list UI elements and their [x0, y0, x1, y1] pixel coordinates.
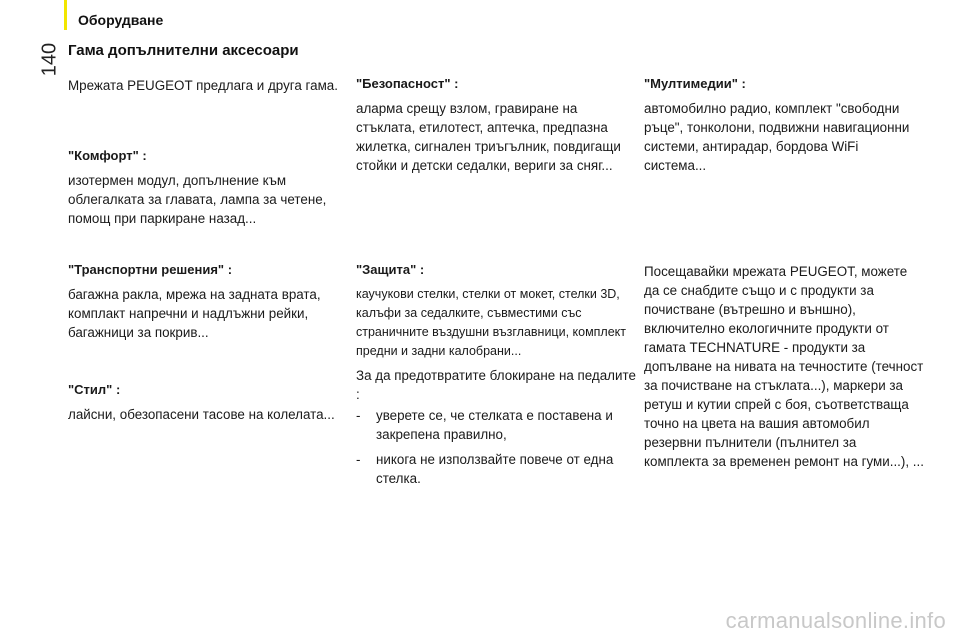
list-item: - никога не използвайте повече от една стелка. — [356, 450, 636, 488]
intro-block — [68, 76, 348, 95]
comfort-text: изотермен модул, допълнение към облегалката за главата, лампа за четене, помощ при паркиране назад... — [68, 173, 327, 226]
pedals-list — [356, 406, 636, 488]
pedals-section — [356, 366, 636, 494]
chapter-accent-bar — [64, 0, 67, 30]
transport-section — [68, 262, 348, 342]
visit-text: Посещавайки мрежата PEUGEOT, можете да се снабдите също и с продукти за почистване (вътрешно и външно), включително екологичните продукти от гамата TECHNATURE - продукти за допълване на нивата на течностите (течност за почистване на стъклата...), маркери за ретуш и кутии спрей с боя, съответстваща точно на цвета на вашия автомобил резервни пълнители (пълнител за комплекта за временен ремонт на гуми...), ... — [644, 264, 924, 469]
pedals-text: За да предотвратите блокиране на педалите : — [356, 368, 636, 402]
protection-text: каучукови стелки, стелки от мокет, стелки 3D, калъфи за седалките, съвместими със страничните въздушни възглавници, комплект предни и задни калобрани... — [356, 287, 627, 358]
comfort-section — [68, 148, 348, 228]
transport-text: багажна ракла, мрежа на задната врата, комплакт напречни и надлъжни рейки, багажници за покрив... — [68, 287, 321, 340]
style-heading: "Стил" : — [68, 382, 121, 397]
chapter-title: Оборудване — [78, 12, 164, 28]
security-section — [356, 76, 636, 175]
watermark: carmanualsonline.info — [725, 608, 946, 633]
protection-heading: "Защита" : — [356, 262, 425, 277]
visit-section — [644, 262, 924, 471]
protection-section — [356, 262, 636, 361]
security-text: аларма срещу взлом, гравиране на стъклата, етилотест, аптечка, предпазна жилетка, сигнален триъгълник, повдигащи стойки и детски седалки, вериги за сняг... — [356, 101, 621, 173]
style-text: лайсни, обезопасени тасове на колелата... — [68, 407, 335, 422]
multimedia-heading: "Мултимедии" : — [644, 76, 746, 91]
page-title: Гама допълнителни аксесоари — [68, 42, 299, 59]
transport-heading: "Транспортни решения" : — [68, 262, 233, 277]
security-heading: "Безопасност" : — [356, 76, 459, 91]
multimedia-section — [644, 76, 924, 175]
list-item: - уверете се, че стелката е поставена и закрепена правилно, — [356, 406, 636, 444]
comfort-heading: "Комфорт" : — [68, 148, 147, 163]
multimedia-text: автомобилно радио, комплект "свободни ръце", тонколони, подвижни навигационни системи, антирадар, бордова WiFi система... — [644, 101, 910, 173]
intro-text: Мрежата PEUGEOT предлага и друга гама. — [68, 78, 338, 93]
style-section — [68, 382, 348, 424]
page-number: 140 — [38, 42, 61, 77]
